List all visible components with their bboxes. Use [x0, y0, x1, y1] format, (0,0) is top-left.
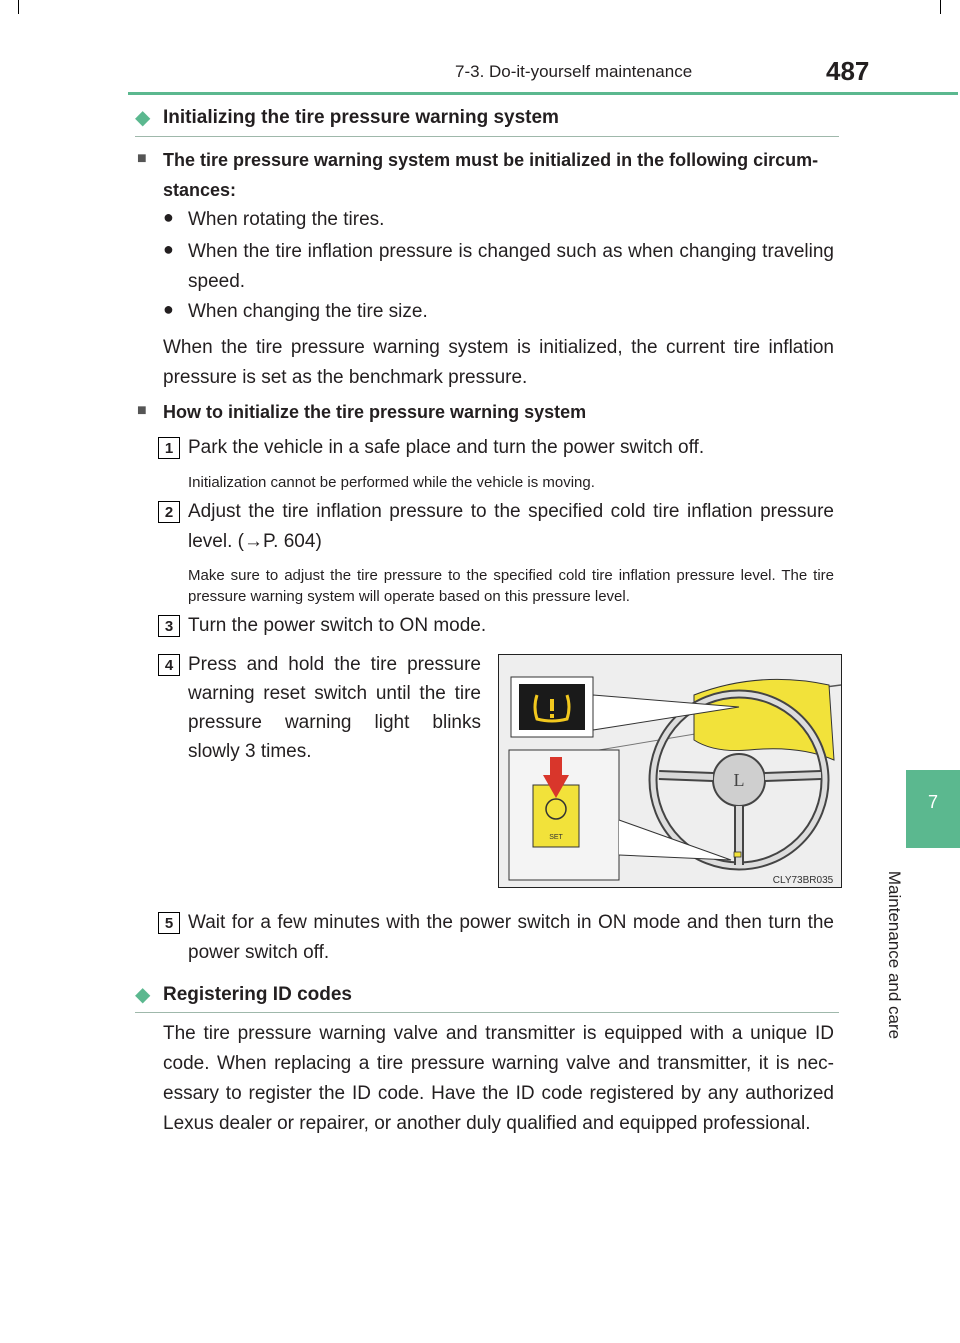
heading-rule: [135, 136, 839, 137]
step-number: 5: [158, 912, 180, 934]
section-heading: Initializing the tire pressure warning system: [163, 107, 559, 128]
crop-mark: [940, 0, 941, 14]
step-text: Park the vehicle in a safe place and turn the power switch off.: [188, 437, 705, 458]
figure-code: CLY73BR035: [772, 875, 834, 886]
section-heading: Registering ID codes: [163, 984, 352, 1005]
square-bullet-icon: ■: [137, 150, 147, 167]
set-switch-label: SET: [549, 834, 563, 841]
chapter-number: 7: [927, 792, 938, 812]
crop-mark: [18, 0, 19, 14]
step-text: Adjust the tire inflation pressure to the specified cold tire inflation pressure level. (→P. 604): [188, 501, 834, 552]
step-number: 3: [158, 615, 180, 637]
step-note: Make sure to adjust the tire pressure to the specified cold tire inflation pressure level. The tire pressure warning system will operate based on this pressure level.: [188, 567, 834, 605]
list-item: When changing the tire size.: [188, 301, 428, 322]
heading-rule: [135, 1012, 839, 1013]
bullet-icon: ●: [163, 299, 174, 319]
step-text: Wait for a few minutes with the power switch in ON mode and then turn the power switch off.: [188, 912, 834, 963]
square-bullet-icon: ■: [137, 402, 147, 419]
chapter-title-vertical: Maintenance and care: [885, 870, 904, 1040]
figure-steering-wheel-illustration: [498, 654, 842, 888]
diamond-icon: ◆: [135, 107, 151, 129]
list-item: When rotating the tires.: [188, 209, 385, 230]
page-number: 487: [826, 56, 870, 86]
paragraph: The tire pressure warning valve and transmitter is equipped with a unique ID code. When replacing a tire pressure warning valve and transmitter, it is nec-essary to register the ID code. Have the ID code registered by any authorized Lexus dealer or repairer, or another duly qualified and equipped professional.: [163, 1023, 834, 1134]
step-number: 2: [158, 501, 180, 523]
subheading: How to initialize the tire pressure warning system: [163, 402, 587, 422]
paragraph: When the tire pressure warning system is initialized, the current tire inflation pressure is set as the benchmark pressure.: [163, 337, 834, 388]
header-rule: [128, 92, 958, 95]
bullet-icon: ●: [163, 207, 174, 227]
step-text: Turn the power switch to ON mode.: [188, 615, 487, 636]
running-header-section: 7-3. Do-it-yourself maintenance: [455, 62, 693, 81]
list-item: When the tire inflation pressure is changed such as when changing traveling speed.: [188, 241, 834, 292]
diamond-icon: ◆: [135, 984, 151, 1006]
svg-text:L: L: [733, 770, 745, 790]
step-text: Press and hold the tire pressure warning reset switch until the tire pressure warning light blinks slowly 3 times.: [188, 654, 481, 762]
step-number: 4: [158, 654, 180, 676]
steering-wheel-svg: [499, 655, 841, 887]
subheading: The tire pressure warning system must be initialized in the following circum- stances:: [163, 150, 819, 200]
step-note: Initialization cannot be performed while the vehicle is moving.: [188, 474, 595, 491]
bullet-icon: ●: [163, 239, 174, 259]
step-number: 1: [158, 437, 180, 459]
